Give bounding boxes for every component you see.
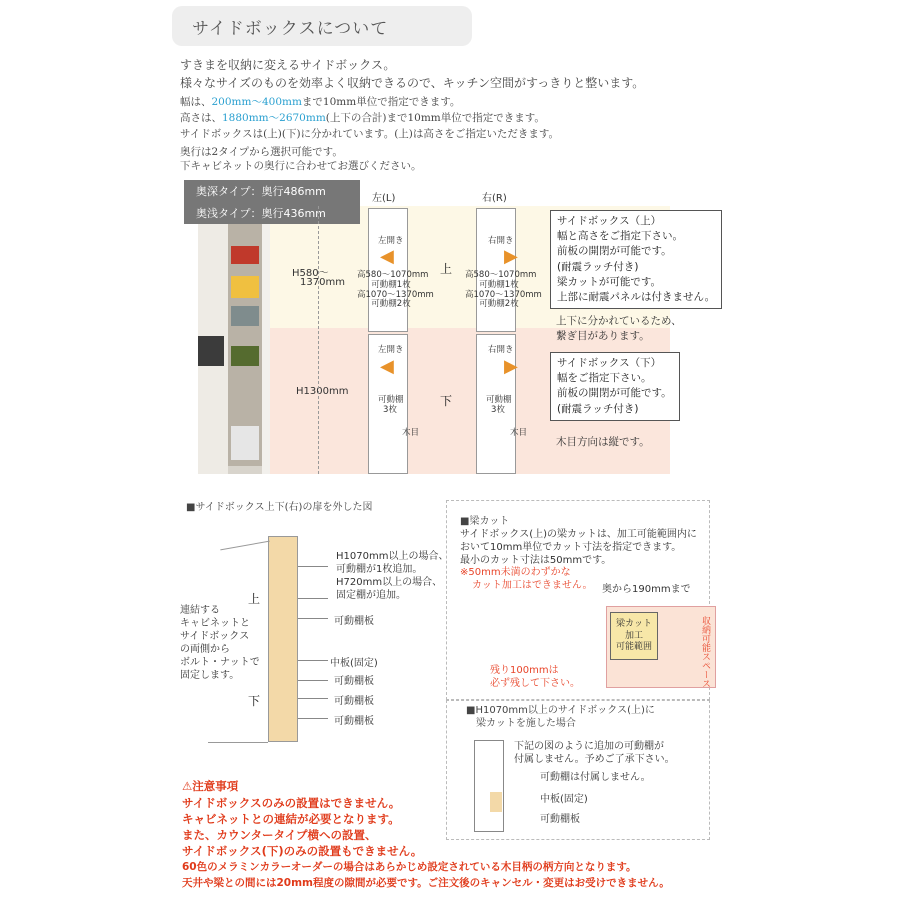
h1070-text [514,740,675,766]
spec-width-suffix: まで10mm単位で指定できます。 [301,96,461,108]
kitchen-photo [198,206,270,474]
depth-type-shallow: 奥浅タイプ：奥行436mm [184,202,360,224]
note-line: 最小のカット寸法は50mmです。 [460,555,612,566]
shelf-note: 3枚 [383,404,397,415]
left-upper-door: 左開き [378,236,404,246]
note-line: 必ず残して下さい。 [490,678,580,689]
shelf-note: 3枚 [491,404,505,415]
beam-section-title: ■梁カット [460,516,510,527]
caution-line: 天井や梁との間には20mm程度の隙間が必要です。ご注文後のキャンセル・変更はお受けできません。 [182,877,670,889]
h1070-title [466,704,655,730]
perspective-line [220,541,269,551]
spec-width [180,94,460,109]
left-lower-door: 左開き [378,345,404,355]
shelf-note: 可動棚2枚 [371,299,411,310]
note-line: 固定します。 [180,670,240,681]
right-lower-shelves [486,396,510,416]
intro-line-2: 様々なサイズのものを効率よく収納できるので、キッチン空間がすっきりと整います。 [180,76,645,90]
spec-depth-1: 奥行は2タイプから選択可能です。 [180,146,343,158]
callout-shelf: 可動棚板 [334,716,374,727]
left-open-arrow-icon: ◀ [380,246,394,267]
shelf-line [298,660,328,661]
door-lower-label: 下 [248,694,261,708]
intro-line-1: すきまを収納に変えるサイドボックス。 [180,58,396,72]
note-line: ボルト・ナットで [180,657,260,668]
spec-split: サイドボックスは(上)(下)に分かれています。(上)は高さをご指定いただきます。 [180,128,560,140]
shelf-note: 可動棚 [486,395,512,405]
lower-label: 下 [440,394,453,408]
shelf-note: 可動棚1枚 [371,279,411,290]
height-lower-label: H1300mm [296,386,349,397]
caution-line: サイドボックスのみの設置はできません。 [182,796,401,810]
note-grain: 木目方向は縦です。 [556,436,650,448]
spec-height [180,110,545,125]
right-upper-shelves [465,270,542,310]
height-dim-line [318,206,319,474]
perspective-line [208,742,268,743]
storage-label: 収納可能スペース [700,616,710,688]
callout: H1070mm以上の場合、 [336,551,449,562]
remain-note [490,664,580,690]
caution-line: また、カウンタータイプ横への設置、 [182,828,377,842]
beam-warning [460,566,593,592]
beam-text [460,528,697,567]
callout: 可動棚が1枚追加。 [336,564,423,575]
h1070-inner [490,792,502,812]
shelf-note: 高580〜1070mm [357,270,429,280]
callout-shelf: 可動棚板 [334,676,374,687]
callout: 固定棚が追加。 [336,590,406,601]
shelf-note: 高580〜1070mm [465,270,537,280]
bolt-note [180,604,260,682]
shelf-note: 可動棚2枚 [479,299,519,310]
note-line: 幅をご指定下さい。 [557,372,652,385]
note-line: 梁カットが可能です。 [557,275,662,288]
caution-line: サイドボックス(下)のみの設置もできません。 [182,844,423,858]
left-open-arrow-icon: ◀ [380,356,394,377]
caution-line: キャビネットとの連結が必要となります。 [182,812,400,826]
note-line: 上部に耐震パネルは付きません。 [557,291,716,304]
note-line: 下記の図のように追加の可動棚が [514,741,664,752]
spec-height-suffix: (上下の合計)まで10mm単位で指定できます。 [325,112,545,124]
shelf-line [298,680,328,681]
shelf-line [298,718,328,719]
note-line: おいて10mm単位でカット寸法を指定できます。 [460,542,682,553]
title-line: 梁カットを施した場合 [476,718,576,729]
shelf-line [298,598,328,599]
area-label: 可能範囲 [615,642,652,653]
shelf-note: 高1070〜1370mm [465,289,542,300]
note-line: 連結する [180,605,220,616]
upper-label: 上 [440,262,453,276]
area-label: 梁カット [616,619,652,629]
note-line: サイドボックス（下） [557,357,662,369]
note-line: 残り100mmは [490,665,559,676]
note-split [556,314,682,344]
door-upper-label: 上 [248,592,261,606]
note-line: (耐震ラッチ付き) [557,402,639,415]
left-upper-shelves [357,270,434,310]
left-column-head: 左(L) [372,193,396,204]
title-line: ■H1070mm以上のサイドボックス(上)に [466,705,655,716]
door-section-title: ■サイドボックス上下(右)の扉を外した図 [186,502,373,513]
left-grain: 木目 [402,428,420,438]
note-line: サイドボックス(上)の梁カットは、加工可能範囲内に [460,529,697,540]
note-upper [550,210,722,309]
right-open-arrow-icon: ▶ [504,356,518,377]
note-line: ※50mm未満のわずかな [460,567,571,578]
note-line: サイドボックス（上） [557,215,662,227]
shelf-note: 可動棚1枚 [479,279,519,290]
h1070-callout-middle: 中板(固定) [540,794,588,805]
beam-dimension: 奥から190mmまで [602,584,691,595]
right-upper-door: 右開き [488,236,514,246]
depth-type-deep: 奥深タイプ：奥行486mm [184,180,360,202]
right-lower-door: 右開き [488,345,514,355]
h1070-callout-shelf: 可動棚板 [540,814,580,825]
note-line: キャビネットと [180,618,250,629]
note-line: カット加工はできません。 [472,580,593,591]
shelf-callouts-top [336,550,448,602]
spec-depth-2: 下キャビネットの奥行に合わせてお選びください。 [180,160,422,172]
caution-line: 60色のメラミンカラーオーダーの場合はあらかじめ設定されている木目柄の柄方向となります。 [182,861,637,873]
right-column-head: 右(R) [482,193,507,204]
note-line: の両側から [180,644,230,655]
spec-width-prefix: 幅は、 [180,96,212,108]
shelf-line [298,618,328,619]
height-upper-label: H580〜 [292,268,329,279]
note-lower [550,352,680,421]
page-title: サイドボックスについて [192,19,389,39]
right-open-arrow-icon: ▶ [504,246,518,267]
caution-title: ⚠注意事項 [182,779,239,793]
callout: H720mm以上の場合、 [336,577,443,588]
note-line: 付属しません。予めご了承下さい。 [514,754,675,765]
note-line: 繋ぎ目があります。 [556,330,650,343]
shelf-line [298,698,328,699]
left-lower-shelves [378,396,402,416]
spec-height-range: 1880mm〜2670mm [222,112,326,124]
cabinet-cutaway [268,536,298,742]
note-line: サイドボックス [180,631,250,642]
h1070-callout-no-shelf: 可動棚は付属しません。 [540,772,651,783]
callout-shelf: 可動棚板 [334,696,374,707]
callout-shelf: 可動棚板 [334,616,374,627]
note-line: 上下に分かれているため、 [556,315,682,327]
shelf-line [298,566,328,567]
h1070-cabinet [474,740,504,832]
shelf-note: 可動棚 [378,395,404,405]
note-line: 前板の開閉が可能です。 [557,245,672,258]
spec-height-prefix: 高さは、 [180,112,222,124]
shelf-note: 高1070〜1370mm [357,289,434,300]
beam-cut-area [610,612,658,660]
callout-middle-board: 中板(固定) [330,658,378,669]
area-label: 加工 [624,630,643,641]
note-line: (耐震ラッチ付き) [557,260,639,273]
spec-width-range: 200mm〜400mm [211,96,302,108]
note-line: 前板の開閉が可能です。 [557,387,672,400]
note-line: 幅と高さをご指定下さい。 [557,230,683,243]
right-grain: 木目 [510,428,528,438]
height-upper-label-2: 1370mm [300,277,345,288]
